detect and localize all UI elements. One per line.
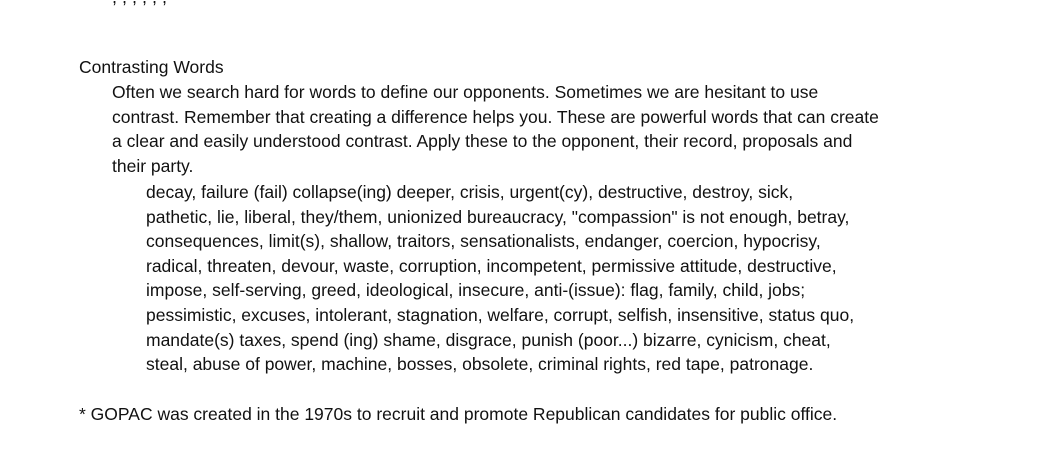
intro-line: a clear and easily understood contrast. Apply these to the opponent, their record, proposals and bbox=[112, 131, 853, 152]
footnote: * GOPAC was created in the 1970s to recruit and promote Republican candidates for public office. bbox=[79, 404, 838, 424]
word-list-line: impose, self-serving, greed, ideological, insecure, anti-(issue): flag, family, child, jobs; bbox=[146, 280, 806, 301]
cut-off-previous-line bbox=[112, 0, 167, 7]
word-list-line: steal, abuse of power, machine, bosses, obsolete, criminal rights, red tape, patronage. bbox=[146, 354, 814, 375]
intro-line: contrast. Remember that creating a difference helps you. These are powerful words that can create bbox=[112, 106, 879, 127]
word-list-line: radical, threaten, devour, waste, corruption, incompetent, permissive attitude, destructive, bbox=[146, 255, 837, 276]
intro-line: Often we search hard for words to define our opponents. Sometimes we are hesitant to use bbox=[112, 82, 819, 102]
section-heading: Contrasting Words bbox=[79, 57, 224, 77]
word-list-line: mandate(s) taxes, spend (ing) shame, disgrace, punish (poor...) bizarre, cynicism, cheat, bbox=[146, 329, 831, 350]
intro-line: their party. bbox=[112, 155, 194, 176]
intro-paragraph bbox=[112, 80, 952, 178]
word-list-line: consequences, limit(s), shallow, traitors, sensationalists, endanger, coercion, hypocrisy, bbox=[146, 231, 821, 252]
word-list bbox=[146, 180, 946, 377]
word-list-line: pessimistic, excuses, intolerant, stagnation, welfare, corrupt, selfish, insensitive, status quo, bbox=[146, 304, 855, 325]
word-list-line: decay, failure (fail) collapse(ing) deeper, crisis, urgent(cy), destructive, destroy, sick, bbox=[146, 182, 794, 202]
word-list-line: pathetic, lie, liberal, they/them, unionized bureaucracy, "compassion" is not enough, betray, bbox=[146, 206, 850, 227]
